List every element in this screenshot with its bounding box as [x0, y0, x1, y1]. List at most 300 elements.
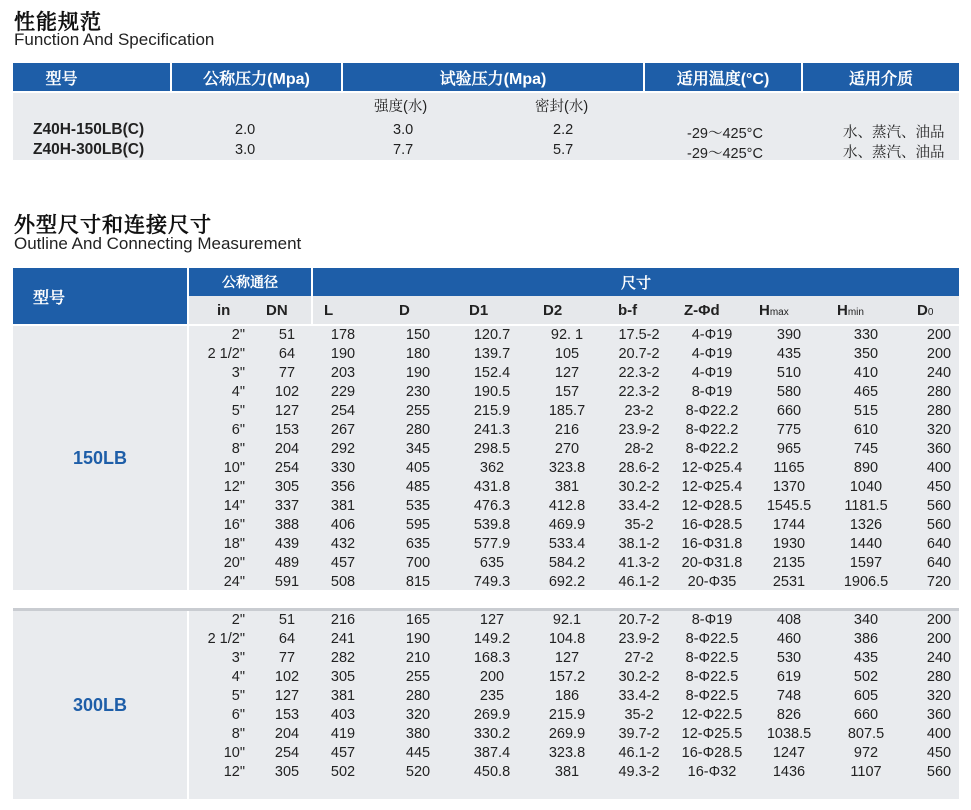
cell-d2: 584.2 — [548, 555, 586, 571]
col-hmax-main: H — [759, 301, 770, 319]
cell-l: 203 — [330, 365, 356, 381]
cell-dn: 64 — [278, 631, 296, 647]
outline-subheader-nominal — [189, 296, 311, 324]
cell-l: 432 — [330, 536, 356, 552]
col-hmax-sub: max — [769, 306, 789, 318]
spec-sub-strength: 强度(水) — [374, 99, 428, 115]
cell-d1: 149.2 — [473, 631, 511, 647]
cell-hmin: 330 — [853, 327, 879, 343]
cell-d2: 186 — [554, 688, 580, 704]
cell-d1: 152.4 — [473, 365, 511, 381]
cell-in: 2" — [231, 612, 245, 628]
cell-hmin: 1107 — [850, 764, 882, 780]
cell-d2: 692.2 — [548, 574, 586, 590]
cell-d1: 298.5 — [473, 441, 511, 457]
table-row — [189, 668, 959, 687]
cell-in: 2 1/2" — [207, 346, 245, 362]
cell-d: 595 — [405, 517, 431, 533]
cell-d0: 560 — [926, 517, 952, 533]
cell-d1: 330.2 — [473, 726, 511, 742]
cell-l: 330 — [330, 460, 356, 476]
cell-hmin: 660 — [853, 707, 879, 723]
cell-bf: 27-2 — [624, 650, 654, 666]
cell-d: 485 — [405, 479, 431, 495]
cell-in: 12" — [223, 479, 245, 495]
cell-d0: 200 — [926, 346, 952, 362]
cell-d0: 320 — [926, 688, 952, 704]
group-rows-300lb — [189, 611, 959, 782]
cell-zphid: 16-Φ31.8 — [681, 536, 743, 552]
cell-in: 3" — [231, 365, 245, 381]
cell-bf: 49.3-2 — [618, 764, 660, 780]
cell-hmin: 890 — [853, 460, 879, 476]
col-d: D — [399, 301, 410, 319]
cell-d0: 450 — [926, 745, 952, 761]
cell-hmin: 1597 — [849, 555, 883, 571]
cell-dn: 51 — [278, 327, 296, 343]
cell-d0: 560 — [926, 764, 952, 780]
cell-dn: 77 — [278, 650, 296, 666]
cell-in: 5" — [231, 403, 245, 419]
cell-zphid: 16-Φ32 — [687, 764, 737, 780]
cell-bf: 46.1-2 — [618, 574, 660, 590]
spec-seal: 5.7 — [553, 142, 574, 158]
cell-hmax: 1545.5 — [766, 498, 812, 514]
cell-d2: 412.8 — [548, 498, 586, 514]
cell-d0: 560 — [926, 498, 952, 514]
cell-zphid: 12-Φ25.4 — [681, 479, 743, 495]
cell-hmax: 1370 — [772, 479, 806, 495]
cell-hmax: 1930 — [772, 536, 806, 552]
cell-d1: 168.3 — [473, 650, 511, 666]
spec-model: Z40H-300LB(C) — [33, 141, 145, 158]
group-label-150lb: 150LB — [13, 326, 187, 590]
cell-d2: 92.1 — [552, 612, 582, 628]
cell-zphid: 8-Φ22.5 — [685, 688, 739, 704]
cell-l: 254 — [330, 403, 356, 419]
spec-seal: 2.2 — [553, 122, 574, 138]
cell-hmin: 340 — [853, 612, 879, 628]
cell-hmin: 465 — [853, 384, 879, 400]
outline-header-nominal: 公称通径 — [189, 268, 311, 296]
cell-d2: 215.9 — [548, 707, 586, 723]
cell-d1: 539.8 — [473, 517, 511, 533]
cell-l: 508 — [330, 574, 356, 590]
cell-d0: 200 — [926, 631, 952, 647]
cell-d: 405 — [405, 460, 431, 476]
table-row — [189, 516, 959, 535]
cell-hmin: 410 — [853, 365, 879, 381]
cell-in: 12" — [223, 764, 245, 780]
cell-l: 502 — [330, 764, 356, 780]
cell-l: 457 — [330, 555, 356, 571]
cell-l: 457 — [330, 745, 356, 761]
cell-hmax: 826 — [776, 707, 802, 723]
col-d2: D2 — [543, 301, 563, 319]
cell-hmax: 1038.5 — [766, 726, 812, 742]
cell-in: 10" — [223, 460, 245, 476]
cell-d1: 577.9 — [473, 536, 511, 552]
cell-hmin: 972 — [853, 745, 879, 761]
spec-title-en: Function And Specification — [14, 30, 215, 49]
cell-bf: 30.2-2 — [618, 479, 660, 495]
spec-header-model-label: 型号 — [45, 70, 78, 88]
spec-header-test: 试验压力(Mpa) — [343, 63, 643, 91]
cell-zphid: 4-Φ19 — [691, 346, 733, 362]
cell-d2: 270 — [554, 441, 580, 457]
cell-d: 190 — [405, 365, 431, 381]
cell-d1: 431.8 — [473, 479, 511, 495]
cell-d2: 381 — [554, 764, 580, 780]
cell-in: 24" — [223, 574, 245, 590]
cell-d: 180 — [405, 346, 431, 362]
cell-hmax: 530 — [776, 650, 802, 666]
cell-d1: 476.3 — [473, 498, 511, 514]
cell-hmin: 502 — [853, 669, 879, 685]
table-row — [189, 687, 959, 706]
cell-d0: 720 — [926, 574, 952, 590]
cell-d: 380 — [405, 726, 431, 742]
cell-d1: 749.3 — [473, 574, 511, 590]
cell-bf: 23.9-2 — [618, 631, 660, 647]
cell-hmin: 515 — [853, 403, 879, 419]
cell-d: 165 — [405, 612, 431, 628]
cell-l: 356 — [330, 479, 356, 495]
cell-d: 280 — [405, 688, 431, 704]
cell-bf: 38.1-2 — [618, 536, 660, 552]
table-row — [189, 402, 959, 421]
cell-d1: 635 — [479, 555, 505, 571]
table-row — [189, 744, 959, 763]
outline-subheader-size — [313, 296, 959, 324]
cell-zphid: 4-Φ19 — [691, 327, 733, 343]
cell-dn: 337 — [274, 498, 300, 514]
cell-d0: 200 — [926, 327, 952, 343]
col-d0-main: D — [917, 301, 928, 319]
spec-medium: 水、蒸汽、油品 — [843, 125, 945, 141]
table-row — [189, 421, 959, 440]
col-hmin — [837, 302, 864, 319]
cell-hmin: 1906.5 — [843, 574, 889, 590]
cell-d2: 127 — [554, 365, 580, 381]
cell-d1: 120.7 — [473, 327, 511, 343]
cell-d2: 216 — [554, 422, 580, 438]
cell-zphid: 4-Φ19 — [691, 365, 733, 381]
cell-hmax: 1247 — [772, 745, 806, 761]
cell-zphid: 12-Φ25.5 — [681, 726, 743, 742]
cell-zphid: 8-Φ22.5 — [685, 631, 739, 647]
table-row — [189, 630, 959, 649]
spec-table — [13, 63, 959, 162]
outline-header-model-label: 型号 — [33, 289, 66, 307]
cell-d2: 469.9 — [548, 517, 586, 533]
spec-strength: 7.7 — [393, 142, 414, 158]
cell-l: 216 — [330, 612, 356, 628]
spec-header-row — [13, 63, 959, 91]
col-d1: D1 — [469, 301, 489, 319]
cell-bf: 28-2 — [624, 441, 654, 457]
table-row — [189, 725, 959, 744]
cell-zphid: 16-Φ28.5 — [681, 745, 743, 761]
cell-hmax: 2531 — [772, 574, 806, 590]
cell-d1: 362 — [479, 460, 505, 476]
cell-d2: 323.8 — [548, 745, 586, 761]
table-row — [189, 554, 959, 573]
cell-d: 535 — [405, 498, 431, 514]
outline-header-size: 尺寸 — [313, 268, 959, 296]
cell-d2: 92. 1 — [550, 327, 584, 343]
cell-hmax: 2135 — [772, 555, 806, 571]
cell-hmax: 748 — [776, 688, 802, 704]
cell-zphid: 20-Φ31.8 — [681, 555, 743, 571]
cell-d: 150 — [405, 327, 431, 343]
cell-l: 381 — [330, 688, 356, 704]
cell-d: 210 — [405, 650, 431, 666]
cell-hmin: 605 — [853, 688, 879, 704]
cell-d: 190 — [405, 631, 431, 647]
cell-l: 406 — [330, 517, 356, 533]
cell-d2: 381 — [554, 479, 580, 495]
table-row — [189, 364, 959, 383]
cell-zphid: 16-Φ28.5 — [681, 517, 743, 533]
cell-d0: 360 — [926, 441, 952, 457]
cell-dn: 77 — [278, 365, 296, 381]
cell-l: 178 — [330, 327, 356, 343]
table-row — [189, 706, 959, 725]
cell-d1: 241.3 — [473, 422, 511, 438]
cell-zphid: 8-Φ19 — [691, 384, 733, 400]
col-l: L — [324, 301, 334, 319]
cell-in: 4" — [231, 384, 245, 400]
cell-d0: 640 — [926, 555, 952, 571]
cell-d: 700 — [405, 555, 431, 571]
cell-d0: 400 — [926, 460, 952, 476]
cell-dn: 254 — [274, 460, 300, 476]
spec-pressure: 2.0 — [235, 122, 256, 138]
cell-in: 4" — [231, 669, 245, 685]
cell-zphid: 12-Φ22.5 — [681, 707, 743, 723]
cell-d: 255 — [405, 669, 431, 685]
cell-hmax: 619 — [776, 669, 802, 685]
cell-d2: 185.7 — [548, 403, 586, 419]
cell-bf: 28.6-2 — [618, 460, 660, 476]
cell-zphid: 8-Φ19 — [691, 612, 733, 628]
table-row — [189, 763, 959, 782]
cell-d1: 127 — [479, 612, 505, 628]
cell-d0: 240 — [926, 365, 952, 381]
cell-zphid: 8-Φ22.2 — [685, 422, 739, 438]
cell-bf: 23-2 — [624, 403, 654, 419]
cell-dn: 127 — [274, 688, 300, 704]
cell-dn: 204 — [274, 726, 300, 742]
table-row — [189, 497, 959, 516]
table-row — [189, 383, 959, 402]
cell-d2: 157 — [554, 384, 580, 400]
cell-hmax: 965 — [776, 441, 802, 457]
cell-d1: 200 — [479, 669, 505, 685]
cell-zphid: 8-Φ22.5 — [685, 669, 739, 685]
cell-in: 10" — [223, 745, 245, 761]
cell-d: 280 — [405, 422, 431, 438]
cell-l: 267 — [330, 422, 356, 438]
cell-d: 345 — [405, 441, 431, 457]
spec-temp: -29～425°C — [687, 146, 763, 162]
group-label-300lb: 300LB — [13, 611, 187, 799]
cell-hmax: 460 — [776, 631, 802, 647]
cell-hmax: 1436 — [772, 764, 806, 780]
cell-l: 229 — [330, 384, 356, 400]
cell-d1: 235 — [479, 688, 505, 704]
outline-header-model — [13, 268, 187, 324]
spec-strength: 3.0 — [393, 122, 414, 138]
cell-d: 445 — [405, 745, 431, 761]
cell-hmax: 580 — [776, 384, 802, 400]
cell-hmax: 775 — [776, 422, 802, 438]
cell-dn: 591 — [274, 574, 300, 590]
cell-zphid: 8-Φ22.2 — [685, 403, 739, 419]
spec-model: Z40H-150LB(C) — [33, 121, 145, 138]
cell-bf: 20.7-2 — [618, 346, 660, 362]
cell-hmax: 660 — [776, 403, 802, 419]
cell-dn: 305 — [274, 479, 300, 495]
cell-l: 190 — [330, 346, 356, 362]
cell-d: 255 — [405, 403, 431, 419]
cell-dn: 204 — [274, 441, 300, 457]
col-hmax — [759, 302, 789, 319]
cell-d2: 127 — [554, 650, 580, 666]
col-dn: DN — [266, 301, 288, 319]
cell-dn: 51 — [278, 612, 296, 628]
cell-in: 6" — [231, 422, 245, 438]
cell-hmin: 1326 — [849, 517, 883, 533]
cell-hmin: 1040 — [849, 479, 883, 495]
cell-in: 18" — [223, 536, 245, 552]
cell-bf: 33.4-2 — [618, 688, 660, 704]
table-row — [189, 535, 959, 554]
cell-d1: 450.8 — [473, 764, 511, 780]
cell-d: 520 — [405, 764, 431, 780]
cell-d0: 280 — [926, 403, 952, 419]
cell-in: 16" — [223, 517, 245, 533]
table-row — [189, 478, 959, 497]
cell-dn: 439 — [274, 536, 300, 552]
cell-d2: 533.4 — [548, 536, 586, 552]
cell-dn: 127 — [274, 403, 300, 419]
cell-hmax: 1744 — [772, 517, 806, 533]
cell-in: 2 1/2" — [207, 631, 245, 647]
cell-d2: 157.2 — [548, 669, 586, 685]
cell-d: 815 — [405, 574, 431, 590]
cell-in: 6" — [231, 707, 245, 723]
cell-dn: 102 — [274, 384, 300, 400]
cell-hmax: 390 — [776, 327, 802, 343]
cell-zphid: 12-Φ25.4 — [681, 460, 743, 476]
spec-body — [13, 93, 959, 160]
cell-bf: 33.4-2 — [618, 498, 660, 514]
cell-in: 3" — [231, 650, 245, 666]
cell-bf: 39.7-2 — [618, 726, 660, 742]
cell-hmin: 610 — [853, 422, 879, 438]
cell-d2: 104.8 — [548, 631, 586, 647]
cell-l: 419 — [330, 726, 356, 742]
spec-medium: 水、蒸汽、油品 — [843, 145, 945, 161]
outline-title-en: Outline And Connecting Measurement — [14, 234, 302, 253]
cell-hmin: 435 — [853, 650, 879, 666]
cell-l: 241 — [330, 631, 356, 647]
col-hmin-main: H — [837, 301, 848, 319]
cell-bf: 35-2 — [624, 707, 654, 723]
spec-pressure: 3.0 — [235, 142, 256, 158]
cell-zphid: 20-Φ35 — [687, 574, 737, 590]
cell-d2: 323.8 — [548, 460, 586, 476]
cell-l: 403 — [330, 707, 356, 723]
cell-bf: 41.3-2 — [618, 555, 660, 571]
spec-header-medium: 适用介质 — [803, 63, 959, 91]
cell-d: 230 — [405, 384, 431, 400]
col-bf: b-f — [618, 301, 638, 319]
cell-in: 8" — [231, 441, 245, 457]
cell-in: 14" — [223, 498, 245, 514]
cell-dn: 254 — [274, 745, 300, 761]
cell-zphid: 12-Φ28.5 — [681, 498, 743, 514]
group-rows-150lb — [189, 326, 959, 592]
cell-in: 2" — [231, 327, 245, 343]
cell-d0: 280 — [926, 669, 952, 685]
cell-dn: 305 — [274, 764, 300, 780]
cell-hmin: 1440 — [849, 536, 883, 552]
table-row — [189, 459, 959, 478]
cell-d: 320 — [405, 707, 431, 723]
cell-d0: 200 — [926, 612, 952, 628]
spec-temp: -29～425°C — [687, 126, 763, 142]
cell-d1: 269.9 — [473, 707, 511, 723]
spec-header-model — [13, 63, 170, 91]
cell-d1: 139.7 — [473, 346, 511, 362]
col-zphid: Z-Φd — [684, 301, 720, 319]
cell-hmin: 350 — [853, 346, 879, 362]
cell-d: 635 — [405, 536, 431, 552]
spec-title-cn: 性能规范 — [14, 11, 102, 34]
cell-dn: 102 — [274, 669, 300, 685]
cell-zphid: 8-Φ22.2 — [685, 441, 739, 457]
cell-dn: 388 — [274, 517, 300, 533]
cell-hmin: 745 — [853, 441, 879, 457]
cell-bf: 35-2 — [624, 517, 654, 533]
cell-l: 305 — [330, 669, 356, 685]
cell-bf: 22.3-2 — [618, 365, 660, 381]
cell-hmax: 1165 — [773, 460, 805, 476]
cell-l: 381 — [330, 498, 356, 514]
col-hmin-sub: min — [847, 306, 864, 318]
cell-hmin: 386 — [853, 631, 879, 647]
cell-hmax: 408 — [776, 612, 802, 628]
table-row — [189, 440, 959, 459]
col-d0-sub: 0 — [927, 306, 934, 318]
table-row — [189, 573, 959, 592]
cell-d0: 400 — [926, 726, 952, 742]
cell-d1: 387.4 — [473, 745, 511, 761]
cell-hmax: 435 — [776, 346, 802, 362]
cell-in: 8" — [231, 726, 245, 742]
cell-hmin: 1181.5 — [844, 498, 888, 514]
cell-d1: 190.5 — [473, 384, 511, 400]
cell-bf: 30.2-2 — [618, 669, 660, 685]
col-in: in — [217, 301, 231, 319]
cell-dn: 489 — [274, 555, 300, 571]
cell-dn: 153 — [274, 422, 300, 438]
cell-dn: 64 — [278, 346, 296, 362]
cell-d1: 215.9 — [473, 403, 511, 419]
